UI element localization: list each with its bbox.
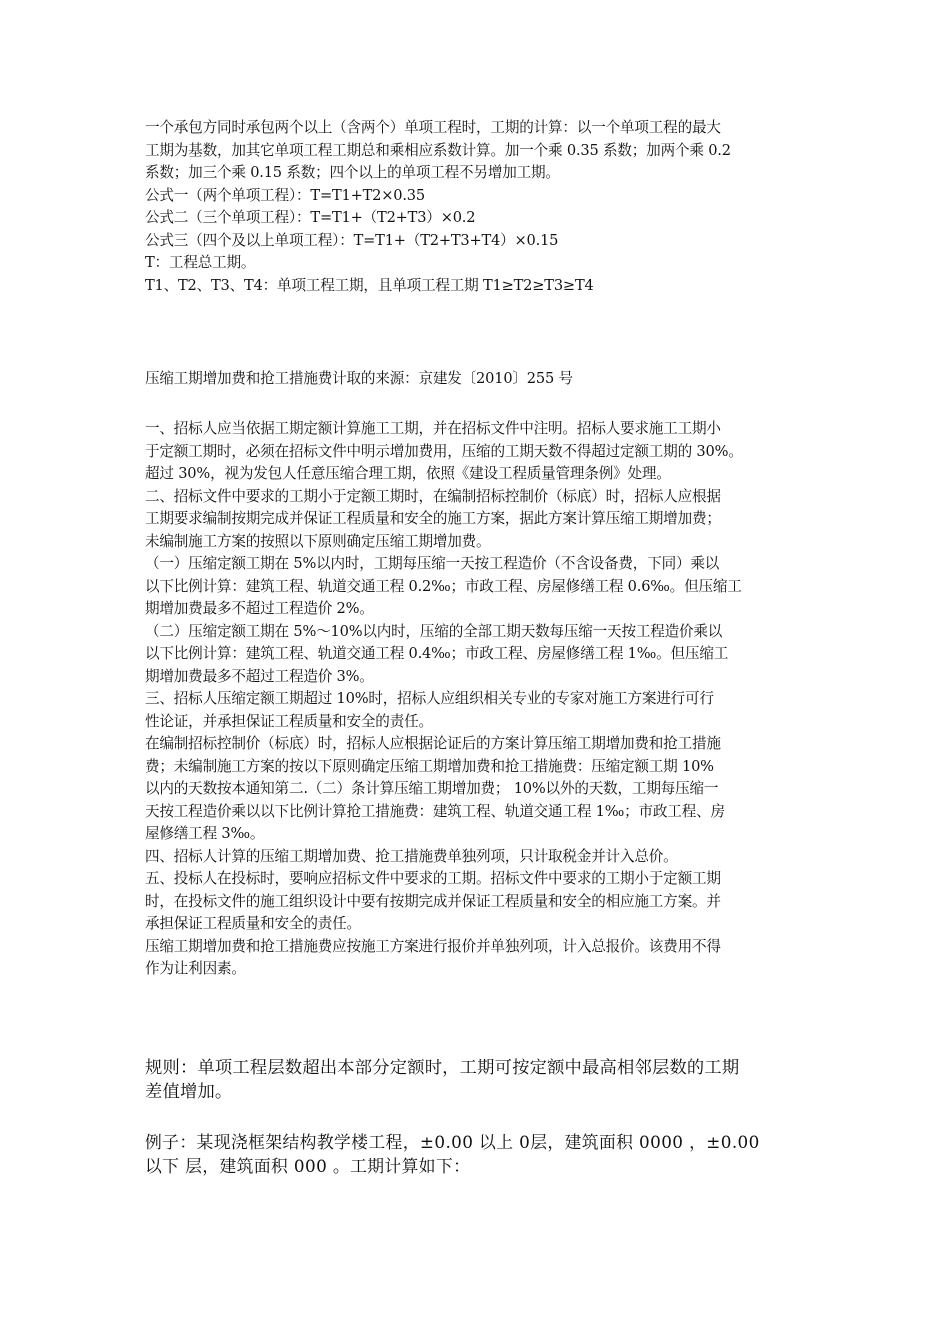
formula-three: 公式三（四个及以上单项工程）：T=T1+（T2+T3+T4）×0.15 bbox=[145, 231, 559, 249]
paragraph-line: 于定额工期时，必须在招标文件中明示增加费用，压缩的工期天数不得超过定额工期的 30%。 bbox=[145, 442, 743, 460]
source-heading-block bbox=[145, 368, 810, 391]
paragraph-line: 性论证，并承担保证工程质量和安全的责任。 bbox=[145, 712, 433, 730]
rule-line: 规则：单项工程层数超出本部分定额时，工期可按定额中最高相邻层数的工期 bbox=[145, 1058, 740, 1078]
paragraph-line: 屋修缮工程 3‰。 bbox=[145, 825, 265, 842]
formula-two: 公式二（三个单项工程）：T=T1+（T2+T3）×0.2 bbox=[145, 209, 476, 226]
paragraph-line: 系数；加三个乘 0.15 系数；四个以上的单项工程不另增加工期。 bbox=[145, 164, 560, 181]
paragraph-line: 时，在投标文件的施工组织设计中要有按期完成并保证工程质量和安全的相应施工方案。并 bbox=[145, 892, 721, 910]
paragraph-line: 五、投标人在投标时，要响应招标文件中要求的工期。招标文件中要求的工期小于定额工期 bbox=[145, 870, 721, 887]
paragraph-line: （二）压缩定额工期在 5%～10%以内时，压缩的全部工期天数每压缩一天按工程造价乘以 bbox=[145, 622, 723, 640]
paragraph-line: 天按工程造价乘以以下比例计算抢工措施费：建筑工程、轨道交通工程 1‰；市政工程、房 bbox=[145, 802, 725, 820]
rule-section bbox=[145, 1057, 810, 1104]
paragraph-line: 期增加费最多不超过工程造价 3%。 bbox=[145, 667, 374, 685]
paragraph-line: 以内的天数按本通知第二.（二）条计算压缩工期增加费； 10%以外的天数，工期每压缩一 bbox=[145, 780, 719, 797]
example-line: 以下 层，建筑面积 000 。工期计算如下： bbox=[145, 1155, 471, 1176]
definition-t1-t4: T1、T2、T3、T4：单项工程工期，且单项工程工期 T1≥T2≥T3≥T4 bbox=[145, 276, 594, 294]
paragraph-line: 作为让利因素。 bbox=[145, 960, 246, 977]
source-heading: 压缩工期增加费和抢工措施费计取的来源：京建发〔2010〕255 号 bbox=[145, 370, 573, 387]
definition-t: T：工程总工期。 bbox=[145, 254, 256, 271]
paragraph-line: 费；未编制施工方案的按以下原则确定压缩工期增加费和抢工措施费：压缩定额工期 10% bbox=[145, 757, 714, 775]
paragraph-line: 在编制招标控制价（标底）时，招标人应根据论证后的方案计算压缩工期增加费和抢工措施 bbox=[145, 735, 721, 752]
paragraph-line: 期增加费最多不超过工程造价 2%。 bbox=[145, 600, 374, 617]
paragraph-line: 四、招标人计算的压缩工期增加费、抢工措施费单独列项，只计取税金并计入总价。 bbox=[145, 847, 678, 865]
paragraph-line: 三、招标人压缩定额工期超过 10%时，招标人应组织相关专业的专家对施工方案进行可行 bbox=[145, 690, 714, 707]
paragraph-line: 以下比例计算：建筑工程、轨道交通工程 0.2‰；市政工程、房屋修缮工程 0.6‰。但压缩工 bbox=[145, 577, 742, 595]
paragraph-line: 未编制施工方案的按照以下原则确定压缩工期增加费。 bbox=[145, 532, 491, 550]
example-line: 例子：某现浇框架结构教学楼工程，±0.00 以上 0层，建筑面积 0000 ，±0.00 bbox=[145, 1132, 760, 1152]
paragraph-line: 压缩工期增加费和抢工措施费应按施工方案进行报价并单独列项，计入总报价。该费用不得 bbox=[145, 937, 721, 955]
multi-project-duration-section bbox=[145, 117, 810, 297]
example-section bbox=[145, 1131, 810, 1178]
paragraph-line: （一）压缩定额工期在 5%以内时，工期每压缩一天按工程造价（不含设备费，下同）乘以 bbox=[145, 555, 720, 572]
paragraph-line: 超过 30%，视为发包人任意压缩合理工期，依照《建设工程质量管理条例》处理。 bbox=[145, 465, 671, 482]
paragraph-line: 二、招标文件中要求的工期小于定额工期时，在编制招标控制价（标底）时，招标人应根据 bbox=[145, 487, 721, 505]
paragraph-line: 一个承包方同时承包两个以上（含两个）单项工程时，工期的计算：以一个单项工程的最大 bbox=[145, 119, 721, 136]
paragraph-line: 以下比例计算：建筑工程、轨道交通工程 0.4‰；市政工程、房屋修缮工程 1‰。但压缩工 bbox=[145, 645, 729, 662]
paragraph-line: 承担保证工程质量和安全的责任。 bbox=[145, 915, 361, 932]
paragraph-line: 工期要求编制按期完成并保证工程质量和安全的施工方案，据此方案计算压缩工期增加费； bbox=[145, 510, 721, 527]
paragraph-line: 工期为基数，加其它单项工程工期总和乘相应系数计算。加一个乘 0.35 系数；加两个乘 0.2 bbox=[145, 141, 731, 159]
compression-rules-section bbox=[145, 418, 810, 981]
rule-line: 差值增加。 bbox=[145, 1081, 233, 1102]
formula-one: 公式一（两个单项工程）：T=T1+T2×0.35 bbox=[145, 186, 425, 204]
paragraph-line: 一、招标人应当依据工期定额计算施工工期，并在招标文件中注明。招标人要求施工工期小 bbox=[145, 420, 721, 437]
